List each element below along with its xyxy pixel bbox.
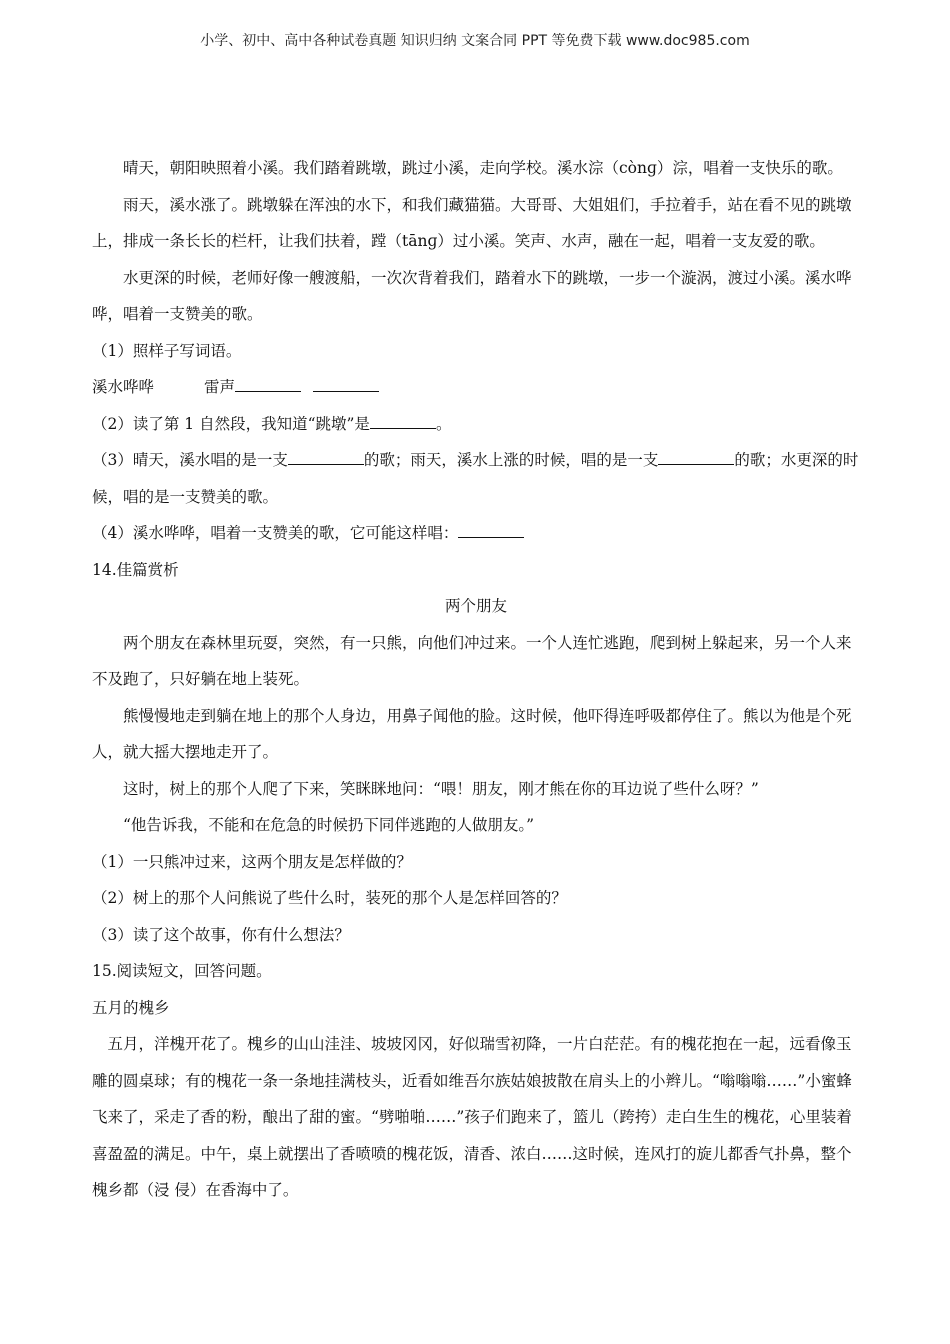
q13-question-3-part-a: （3）晴天，溪水唱的是一支 <box>92 451 288 469</box>
q15-heading: 15.阅读短文，回答问题。 <box>92 962 272 980</box>
q13-question-4-text: （4）溪水哗哗，唱着一支赞美的歌，它可能这样唱： <box>92 524 459 542</box>
q13-prompt-word: 雷声 <box>204 378 236 396</box>
passage1-paragraph-1: 晴天，朝阳映照着小溪。我们踏着跳墩，跳过小溪，走向学校。溪水淙（cònɡ）淙，唱着一支快乐的歌。 <box>123 159 843 177</box>
q15-passage-title: 五月的槐乡 <box>92 998 170 1017</box>
q14-question-3: （3）读了这个故事，你有什么想法？ <box>92 925 350 944</box>
q14-paragraph-4: “他告诉我，不能和在危急的时候扔下同伴逃跑的人做朋友。” <box>123 816 535 834</box>
answer-blank[interactable] <box>458 521 524 538</box>
q14-heading: 14.佳篇赏析 <box>92 560 179 579</box>
q14-story-title: 两个朋友 <box>444 597 507 615</box>
passage1-paragraph-2: 雨天，溪水涨了。跳墩躲在浑浊的水下，和我们藏猫猫。大哥哥、大姐姐们，手拉着手，站在看不见的跳墩上，排成一条长长的栏杆，让我们扶着，蹚（tānɡ）过小溪。笑声、水声，融在一起，唱着一支友爱的歌。 <box>92 195 852 250</box>
q13-question-2-end: 。 <box>435 414 452 433</box>
q14-paragraph-3: 这时，树上的那个人爬了下来，笑眯眯地问：“喂！朋友，刚才熊在你的耳边说了些什么呀？” <box>123 779 759 798</box>
answer-blank[interactable] <box>235 375 301 392</box>
q13-question-1: （1）照样子写词语。 <box>92 341 242 360</box>
q13-question-2 <box>92 406 860 443</box>
document-body <box>92 150 860 1209</box>
answer-blank[interactable] <box>370 411 436 428</box>
q14-question-1: （1）一只熊冲过来，这两个朋友是怎样做的？ <box>92 852 412 871</box>
q15-paragraph-1: 五月，洋槐开花了。槐乡的山山洼洼、坡坡冈冈，好似瑞雪初降，一片白茫茫。有的槐花抱在一起，远看像玉雕的圆桌球；有的槐花一条一条地挂满枝头，近看如维吾尔族姑娘披散在肩头上的小辫儿。“嗡嗡嗡……”小蜜蜂飞来了，采走了香的粉，酿出了甜的蜜。“劈啪啪……”孩子们跑来了，篮儿（跨挎）走白生生的槐花，心里装着喜盈盈的满足。中午，桌上就摆出了香喷喷的槐花饭，清香、浓白……这时候，连风打的旋儿都香气扑鼻，整个槐乡都（浸 侵）在香海中了。 <box>92 1035 852 1199</box>
page-header: 小学、初中、高中各种试卷真题 知识归纳 文案合同 PPT 等免费下载 www.doc985.com <box>200 33 750 49</box>
answer-blank[interactable] <box>658 448 734 465</box>
passage1-paragraph-3: 水更深的时候，老师好像一艘渡船，一次次背着我们，踏着水下的跳墩，一步一个漩涡，渡过小溪。溪水哗哗，唱着一支赞美的歌。 <box>92 268 852 323</box>
q13-question-3 <box>92 442 860 515</box>
q13-question-1-line <box>92 369 860 406</box>
q13-question-3-part-b: 的歌；雨天，溪水上涨的时候，唱的是一支 <box>363 451 659 469</box>
answer-blank[interactable] <box>288 448 364 465</box>
q13-question-3-part-c: 的歌；水更深的时候，唱的是一支赞美的歌。 <box>92 451 859 506</box>
q14-paragraph-2: 熊慢慢地走到躺在地上的那个人身边，用鼻子闻他的脸。这时候，他吓得连呼吸都停住了。熊以为他是个死人，就大摇大摆地走开了。 <box>92 706 852 761</box>
q13-example-word: 溪水哗哗 <box>92 378 155 396</box>
answer-blank[interactable] <box>313 375 379 392</box>
q14-question-2: （2）树上的那个人问熊说了些什么时，装死的那个人是怎样回答的？ <box>92 889 567 907</box>
q13-question-4 <box>92 515 860 552</box>
q13-question-2-text: （2）读了第 1 自然段，我知道“跳墩”是 <box>92 414 370 433</box>
q14-paragraph-1: 两个朋友在森林里玩耍，突然，有一只熊，向他们冲过来。一个人连忙逃跑，爬到树上躲起来，另一个人来不及跑了，只好躺在地上装死。 <box>92 633 852 688</box>
